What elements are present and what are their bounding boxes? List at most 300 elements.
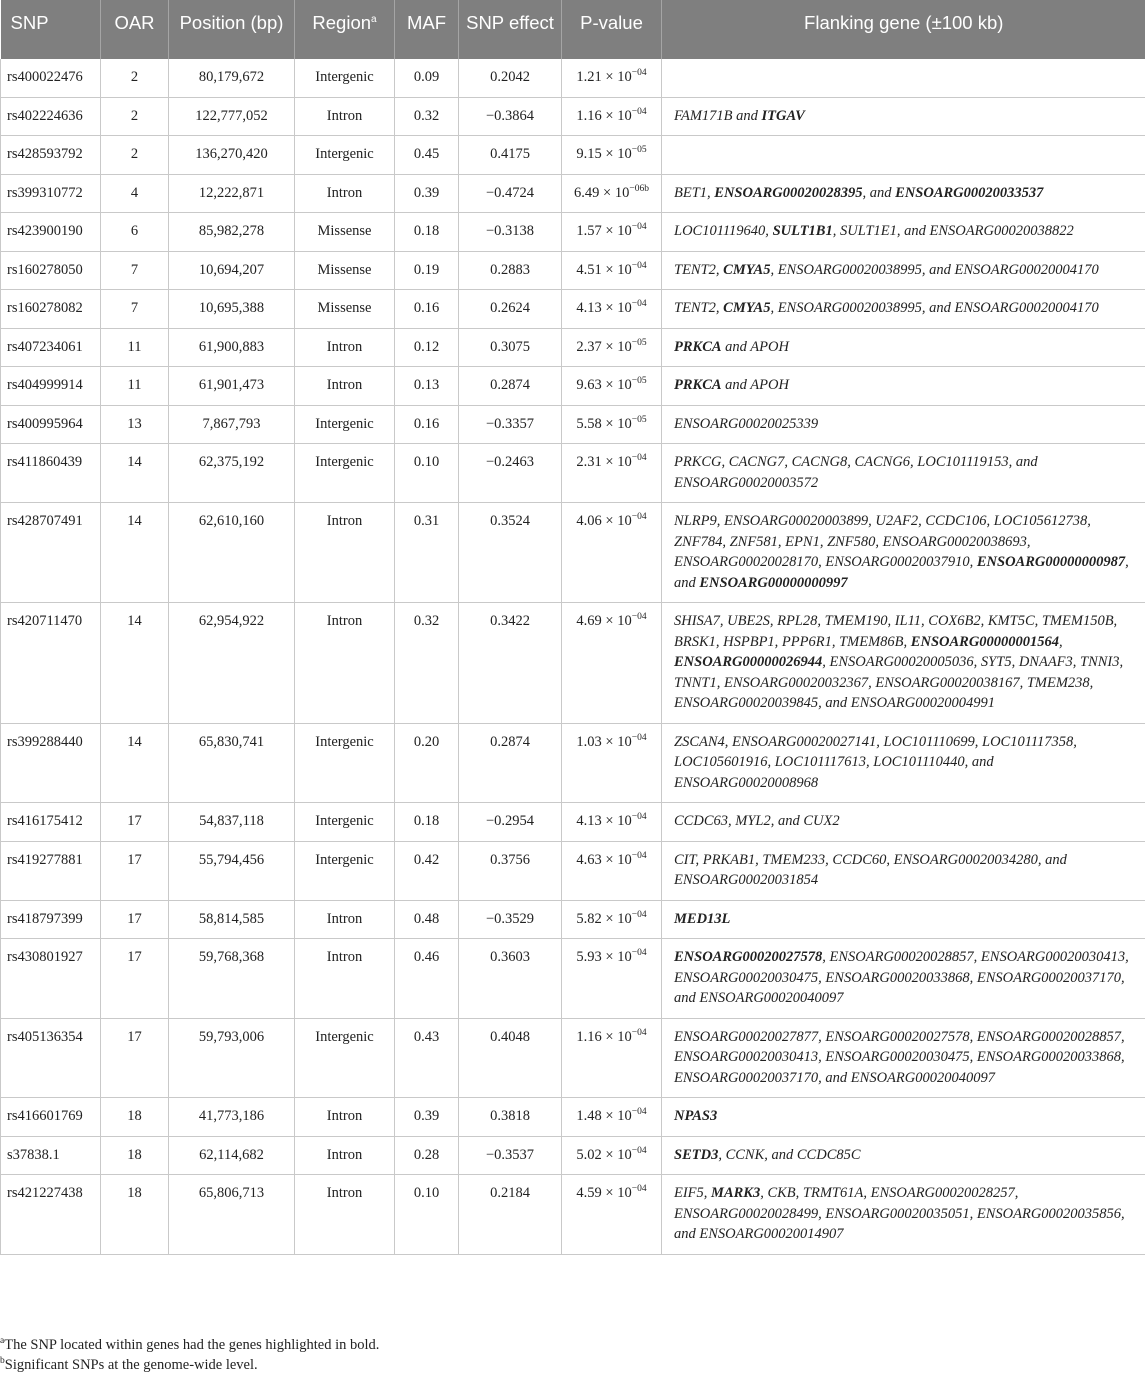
table-row	[1, 1098, 1145, 1137]
table-row	[1, 1175, 1145, 1255]
table-row	[1, 841, 1145, 900]
gene-text: TENT2,	[674, 261, 724, 278]
position-cell: 65,830,741	[169, 723, 295, 803]
p-value-exponent: −05	[631, 145, 647, 156]
snp-cell: rs160278082	[1, 290, 101, 329]
gene-text: , ENSOARG00020038995, and ENSOARG00020004170	[770, 261, 1099, 278]
gene-text: , ENSOARG00020028857, ENSOARG00020030413, ENSOARG00020030475, ENSOARG00020033868, ENSOARG00020037170, and ENSOARG00020040097	[674, 949, 1129, 1006]
p-value-exponent: −04	[631, 1145, 647, 1156]
p-value-mantissa: 2.31 × 10	[576, 454, 632, 470]
table-header-row	[1, 0, 1145, 59]
maf-cell: 0.28	[395, 1136, 459, 1175]
region-cell: Missense	[295, 290, 395, 329]
gene-text: SHISA7, UBE2S, RPL28, TMEM190, IL11, COX6B2, KMT5C, TMEM150B, BRSK1, HSPBP1, PPP6R1, TMEM86B,	[674, 613, 1118, 650]
gene-text: ,	[1059, 633, 1063, 650]
p-value-mantissa: 6.49 × 10	[574, 184, 630, 201]
oar-cell: 11	[101, 328, 169, 367]
header-region: Region$^a$	[295, 0, 395, 59]
position-cell: 62,375,192	[169, 444, 295, 503]
table-row	[1, 59, 1145, 97]
oar-cell: 2	[101, 136, 169, 175]
maf-cell: 0.32	[395, 97, 459, 136]
region-cell: Intergenic	[295, 723, 395, 803]
p-value-mantissa: 1.03 × 10	[576, 733, 632, 750]
flanking-gene-cell	[662, 136, 1145, 175]
snp-effect-cell: 0.2874	[459, 723, 562, 803]
snp-effect-cell: −0.2463	[459, 444, 562, 503]
region-cell: Intergenic	[295, 803, 395, 842]
oar-cell: 13	[101, 405, 169, 444]
position-cell: 59,768,368	[169, 939, 295, 1019]
p-value-exponent: −04	[631, 453, 647, 464]
snp-effect-cell: −0.3529	[459, 900, 562, 939]
p-value-mantissa: 4.51 × 10	[576, 261, 632, 278]
maf-cell: 0.42	[395, 841, 459, 900]
maf-cell: 0.10	[395, 444, 459, 503]
p-value-cell	[562, 290, 662, 329]
p-value-mantissa: 2.37 × 10	[576, 338, 632, 355]
p-value-cell	[562, 1136, 662, 1175]
maf-cell: 0.19	[395, 251, 459, 290]
oar-cell: 14	[101, 444, 169, 503]
position-cell: 54,837,118	[169, 803, 295, 842]
p-value-exponent: −06b	[629, 183, 649, 194]
snp-effect-cell: 0.4175	[459, 136, 562, 175]
gene-text: , CKB, TRMT61A, ENSOARG00020028257, ENSOARG00020028499, ENSOARG00020035051, ENSOARG00020035856, and ENSOARG00020014907	[674, 1185, 1125, 1242]
p-value-cell	[562, 900, 662, 939]
snp-effect-cell: −0.3138	[459, 213, 562, 252]
oar-cell: 18	[101, 1175, 169, 1255]
p-value-exponent: −04	[631, 850, 647, 861]
snp-effect-cell: −0.4724	[459, 174, 562, 213]
p-value-exponent: −04	[631, 106, 647, 117]
p-value-mantissa: 1.21 × 10	[576, 69, 632, 85]
position-cell: 136,270,420	[169, 136, 295, 175]
p-value-mantissa: 4.63 × 10	[576, 851, 632, 868]
maf-cell: 0.18	[395, 803, 459, 842]
snp-effect-cell: 0.3422	[459, 603, 562, 724]
highlighted-gene: SULT1B1	[772, 223, 833, 239]
region-cell: Intron	[295, 603, 395, 724]
p-value-cell	[562, 603, 662, 724]
p-value-cell	[562, 136, 662, 175]
header-snp-effect: SNP effect	[459, 0, 562, 59]
gene-text: and APOH	[721, 338, 789, 355]
header-flanking-gene: Flanking gene (±100 kb)	[662, 0, 1145, 59]
header-snp: SNP	[1, 0, 101, 59]
region-cell: Intron	[295, 1136, 395, 1175]
position-cell: 58,814,585	[169, 900, 295, 939]
snp-cell: rs411860439	[1, 444, 101, 503]
highlighted-gene: SETD3	[674, 1146, 719, 1163]
highlighted-gene: NPAS3	[674, 1108, 718, 1124]
p-value-cell	[562, 1098, 662, 1137]
gene-text: BET1	[674, 184, 708, 201]
table-row	[1, 939, 1145, 1019]
oar-cell: 14	[101, 723, 169, 803]
maf-cell: 0.31	[395, 503, 459, 603]
highlighted-gene: CMYA5	[723, 261, 771, 278]
gene-text: and	[732, 107, 762, 124]
region-cell: Intergenic	[295, 136, 395, 175]
highlighted-gene: MED13L	[674, 910, 731, 927]
oar-cell: 2	[101, 97, 169, 136]
oar-cell: 17	[101, 939, 169, 1019]
p-value-mantissa: 1.16 × 10	[576, 1028, 632, 1045]
footnote-a: $^a$The SNP located within genes had the genes highlighted in bold.	[0, 1336, 380, 1353]
p-value-mantissa: 4.13 × 10	[576, 813, 632, 829]
position-cell: 10,695,388	[169, 290, 295, 329]
p-value-mantissa: 5.82 × 10	[576, 910, 632, 927]
maf-cell: 0.16	[395, 405, 459, 444]
table-row	[1, 503, 1145, 603]
oar-cell: 14	[101, 603, 169, 724]
table-row	[1, 290, 1145, 329]
snp-cell: rs416175412	[1, 803, 101, 842]
gene-text: NLRP9, ENSOARG00020003899, U2AF2, CCDC106, LOC105612738, ZNF784, ZNF581, EPN1, ZNF580, ENSOARG00020038693, ENSOARG00020028170, ENSOARG00020037910,	[674, 513, 1091, 570]
header-p-value: P-value	[562, 0, 662, 59]
snp-cell: rs428593792	[1, 136, 101, 175]
highlighted-gene: ENSOARG00000001564	[910, 633, 1060, 650]
region-cell: Intron	[295, 174, 395, 213]
table-row	[1, 603, 1145, 724]
flanking-gene-cell	[662, 939, 1145, 1019]
p-value-mantissa: 9.63 × 10	[576, 377, 632, 393]
position-cell: 61,900,883	[169, 328, 295, 367]
table-row	[1, 444, 1145, 503]
flanking-gene-cell	[662, 251, 1145, 290]
p-value-cell	[562, 1175, 662, 1255]
p-value-exponent: −04	[631, 612, 647, 623]
highlighted-gene: PRKCA	[674, 377, 722, 393]
snp-cell: rs428707491	[1, 503, 101, 603]
flanking-gene-cell	[662, 290, 1145, 329]
snp-cell: s37838.1	[1, 1136, 101, 1175]
position-cell: 12,222,871	[169, 174, 295, 213]
oar-cell: 18	[101, 1098, 169, 1137]
snp-cell: rs418797399	[1, 900, 101, 939]
flanking-gene-cell	[662, 1018, 1145, 1098]
snp-effect-cell: 0.3524	[459, 503, 562, 603]
region-cell: Missense	[295, 213, 395, 252]
gene-text: , ENSOARG00020038995, and ENSOARG00020004170	[770, 300, 1099, 316]
flanking-gene-cell	[662, 841, 1145, 900]
table-row	[1, 251, 1145, 290]
p-value-cell	[562, 1018, 662, 1098]
snp-effect-cell: 0.2883	[459, 251, 562, 290]
p-value-exponent: −05	[631, 337, 647, 348]
header-position: Position (bp)	[169, 0, 295, 59]
snp-effect-cell: 0.3756	[459, 841, 562, 900]
snp-cell: rs421227438	[1, 1175, 101, 1255]
oar-cell: 17	[101, 803, 169, 842]
p-value-mantissa: 4.59 × 10	[576, 1185, 632, 1201]
snp-cell: rs404999914	[1, 367, 101, 406]
p-value-exponent: −04	[631, 68, 647, 79]
highlighted-gene: ENSOARG00020027578	[674, 949, 823, 965]
table-row	[1, 136, 1145, 175]
p-value-exponent: −05	[631, 376, 647, 387]
highlighted-gene: CMYA5	[723, 300, 771, 316]
p-value-mantissa: 1.57 × 10	[576, 223, 632, 239]
highlighted-gene: ENSOARG00000000997	[699, 574, 848, 591]
position-cell: 122,777,052	[169, 97, 295, 136]
flanking-gene-cell	[662, 97, 1145, 136]
position-cell: 55,794,456	[169, 841, 295, 900]
gene-text: ENSOARG00020027877, ENSOARG00020027578, ENSOARG00020028857, ENSOARG00020030413, ENSOARG00020030475, ENSOARG00020033868, ENSOARG00020037170, and ENSOARG00020040097	[674, 1028, 1125, 1086]
highlighted-gene: ENSOARG00000026944	[674, 654, 823, 670]
p-value-cell	[562, 503, 662, 603]
snp-cell: rs402224636	[1, 97, 101, 136]
maf-cell: 0.20	[395, 723, 459, 803]
gene-text: LOC101119640,	[674, 223, 773, 239]
position-cell: 59,793,006	[169, 1018, 295, 1098]
position-cell: 61,901,473	[169, 367, 295, 406]
flanking-gene-cell	[662, 213, 1145, 252]
p-value-cell	[562, 328, 662, 367]
p-value-cell	[562, 444, 662, 503]
maf-cell: 0.13	[395, 367, 459, 406]
snp-cell: rs399310772	[1, 174, 101, 213]
flanking-gene-cell	[662, 367, 1145, 406]
highlighted-gene: PRKCA	[674, 338, 722, 355]
position-cell: 62,114,682	[169, 1136, 295, 1175]
p-value-cell	[562, 405, 662, 444]
oar-cell: 2	[101, 59, 169, 97]
gene-text: , SULT1E1, and ENSOARG00020038822	[832, 223, 1074, 239]
table-row	[1, 1136, 1145, 1175]
position-cell: 62,954,922	[169, 603, 295, 724]
gene-text: ,	[707, 184, 715, 201]
maf-cell: 0.48	[395, 900, 459, 939]
flanking-gene-cell	[662, 405, 1145, 444]
region-cell: Intergenic	[295, 841, 395, 900]
gene-text: and APOH	[721, 377, 789, 393]
snp-effect-cell: 0.2184	[459, 1175, 562, 1255]
p-value-exponent: −04	[631, 909, 647, 920]
p-value-cell	[562, 803, 662, 842]
snp-effect-cell: −0.3357	[459, 405, 562, 444]
maf-cell: 0.18	[395, 213, 459, 252]
table-row	[1, 900, 1145, 939]
region-cell: Intergenic	[295, 405, 395, 444]
region-cell: Intron	[295, 1175, 395, 1255]
position-cell: 62,610,160	[169, 503, 295, 603]
table-row	[1, 328, 1145, 367]
maf-cell: 0.45	[395, 136, 459, 175]
snp-cell: rs160278050	[1, 251, 101, 290]
region-cell: Intergenic	[295, 59, 395, 97]
flanking-gene-cell	[662, 328, 1145, 367]
maf-cell: 0.43	[395, 1018, 459, 1098]
header-maf: MAF	[395, 0, 459, 59]
footnote-b: $^b$Significant SNPs at the genome-wide level.	[0, 1356, 258, 1373]
highlighted-gene: ENSOARG00000000987	[976, 554, 1126, 570]
region-cell: Intron	[295, 900, 395, 939]
maf-cell: 0.32	[395, 603, 459, 724]
snp-cell: rs419277881	[1, 841, 101, 900]
flanking-gene-cell	[662, 59, 1145, 97]
region-cell: Intergenic	[295, 444, 395, 503]
table-footnotes	[0, 1335, 1145, 1375]
snp-effect-cell: 0.3603	[459, 939, 562, 1019]
p-value-cell	[562, 59, 662, 97]
highlighted-gene: ENSOARG00020028395	[714, 184, 863, 201]
oar-cell: 17	[101, 1018, 169, 1098]
p-value-cell	[562, 251, 662, 290]
oar-cell: 11	[101, 367, 169, 406]
flanking-gene-cell	[662, 803, 1145, 842]
table-row	[1, 97, 1145, 136]
snp-effect-cell: −0.2954	[459, 803, 562, 842]
flanking-gene-cell	[662, 900, 1145, 939]
snp-effect-cell: −0.3537	[459, 1136, 562, 1175]
position-cell: 85,982,278	[169, 213, 295, 252]
p-value-mantissa: 1.48 × 10	[576, 1108, 632, 1124]
snp-cell: rs400995964	[1, 405, 101, 444]
table-row	[1, 367, 1145, 406]
maf-cell: 0.12	[395, 328, 459, 367]
position-cell: 7,867,793	[169, 405, 295, 444]
table-row	[1, 723, 1145, 803]
snp-cell: rs430801927	[1, 939, 101, 1019]
maf-cell: 0.39	[395, 174, 459, 213]
snp-effect-cell: −0.3864	[459, 97, 562, 136]
snp-cell: rs416601769	[1, 1098, 101, 1137]
flanking-gene-cell	[662, 444, 1145, 503]
oar-cell: 17	[101, 900, 169, 939]
position-cell: 65,806,713	[169, 1175, 295, 1255]
gene-text: CIT, PRKAB1, TMEM233, CCDC60, ENSOARG00020034280, and ENSOARG00020031854	[674, 851, 1067, 888]
oar-cell: 18	[101, 1136, 169, 1175]
gene-text: PRKCG, CACNG7, CACNG8, CACNG6, LOC101119153, and ENSOARG00020003572	[674, 454, 1038, 491]
region-cell: Intergenic	[295, 1018, 395, 1098]
snp-cell: rs400022476	[1, 59, 101, 97]
p-value-exponent: −04	[631, 732, 647, 743]
table-row	[1, 174, 1145, 213]
p-value-exponent: −05	[631, 414, 647, 425]
flanking-gene-cell	[662, 503, 1145, 603]
table-row	[1, 405, 1145, 444]
oar-cell: 4	[101, 174, 169, 213]
region-cell: Intron	[295, 328, 395, 367]
gene-text: ENSOARG00020025339	[674, 415, 819, 432]
snp-cell: rs423900190	[1, 213, 101, 252]
highlighted-gene: MARK3	[711, 1185, 761, 1201]
gene-text: ZSCAN4, ENSOARG00020027141, LOC101110699, LOC101117358, LOC105601916, LOC101117613, LOC101110440, and ENSOARG00020008968	[674, 733, 1077, 791]
p-value-mantissa: 1.16 × 10	[576, 107, 632, 124]
region-cell: Intron	[295, 97, 395, 136]
gene-text: , and	[674, 554, 1129, 591]
snp-cell: rs407234061	[1, 328, 101, 367]
snp-cell: rs405136354	[1, 1018, 101, 1098]
p-value-exponent: −04	[631, 222, 647, 233]
maf-cell: 0.39	[395, 1098, 459, 1137]
table-row	[1, 803, 1145, 842]
gene-text: , and	[862, 184, 896, 201]
gene-text: , ENSOARG00020005036, SYT5, DNAAF3, TNNI3, TNNT1, ENSOARG00020032367, ENSOARG00020038167, TMEM238, ENSOARG00020039845, and ENSOARG00020004991	[674, 654, 1124, 711]
snp-effect-cell: 0.2874	[459, 367, 562, 406]
p-value-cell	[562, 97, 662, 136]
p-value-cell	[562, 939, 662, 1019]
position-cell: 41,773,186	[169, 1098, 295, 1137]
p-value-exponent: −04	[631, 1107, 647, 1118]
p-value-exponent: −04	[631, 1184, 647, 1195]
gene-text: CCDC63, MYL2, and CUX2	[674, 813, 840, 829]
p-value-mantissa: 4.69 × 10	[576, 613, 632, 629]
flanking-gene-cell	[662, 174, 1145, 213]
region-cell: Intron	[295, 1098, 395, 1137]
p-value-mantissa: 4.13 × 10	[576, 300, 632, 316]
flanking-gene-cell	[662, 1136, 1145, 1175]
flanking-gene-cell	[662, 1175, 1145, 1255]
oar-cell: 14	[101, 503, 169, 603]
oar-cell: 7	[101, 290, 169, 329]
header-oar: OAR	[101, 0, 169, 59]
oar-cell: 7	[101, 251, 169, 290]
region-cell: Intron	[295, 367, 395, 406]
snp-effect-cell: 0.3075	[459, 328, 562, 367]
snp-effect-cell: 0.3818	[459, 1098, 562, 1137]
table-row	[1, 1018, 1145, 1098]
oar-cell: 6	[101, 213, 169, 252]
flanking-gene-cell	[662, 723, 1145, 803]
p-value-mantissa: 9.15 × 10	[576, 146, 632, 162]
p-value-exponent: −04	[631, 299, 647, 310]
snp-effect-cell: 0.2042	[459, 59, 562, 97]
p-value-cell	[562, 841, 662, 900]
flanking-gene-cell	[662, 603, 1145, 724]
oar-cell: 17	[101, 841, 169, 900]
p-value-exponent: −04	[631, 260, 647, 271]
p-value-exponent: −04	[631, 948, 647, 959]
p-value-mantissa: 4.06 × 10	[576, 513, 632, 529]
p-value-cell	[562, 723, 662, 803]
p-value-exponent: −04	[631, 812, 647, 823]
snp-cell: rs420711470	[1, 603, 101, 724]
table-row	[1, 213, 1145, 252]
gene-text: TENT2,	[674, 300, 724, 316]
gene-text: , CCNK, and CCDC85C	[718, 1146, 861, 1163]
gene-text: FAM171B	[674, 107, 733, 124]
position-cell: 80,179,672	[169, 59, 295, 97]
p-value-exponent: −04	[631, 1027, 647, 1038]
highlighted-gene: ENSOARG00020033537	[895, 184, 1044, 201]
position-cell: 10,694,207	[169, 251, 295, 290]
p-value-cell	[562, 367, 662, 406]
table-body	[1, 59, 1145, 1254]
region-cell: Intron	[295, 503, 395, 603]
p-value-cell	[562, 213, 662, 252]
p-value-cell	[562, 174, 662, 213]
snp-effect-cell: 0.2624	[459, 290, 562, 329]
p-value-mantissa: 5.02 × 10	[576, 1146, 632, 1163]
maf-cell: 0.46	[395, 939, 459, 1019]
p-value-exponent: −04	[631, 512, 647, 523]
p-value-mantissa: 5.93 × 10	[576, 949, 632, 965]
maf-cell: 0.10	[395, 1175, 459, 1255]
maf-cell: 0.09	[395, 59, 459, 97]
snp-cell: rs399288440	[1, 723, 101, 803]
gene-text: EIF5,	[674, 1185, 712, 1201]
flanking-gene-cell	[662, 1098, 1145, 1137]
p-value-mantissa: 5.58 × 10	[576, 415, 632, 432]
region-cell: Missense	[295, 251, 395, 290]
maf-cell: 0.16	[395, 290, 459, 329]
highlighted-gene: ITGAV	[761, 107, 805, 124]
snp-effect-cell: 0.4048	[459, 1018, 562, 1098]
region-cell: Intron	[295, 939, 395, 1019]
